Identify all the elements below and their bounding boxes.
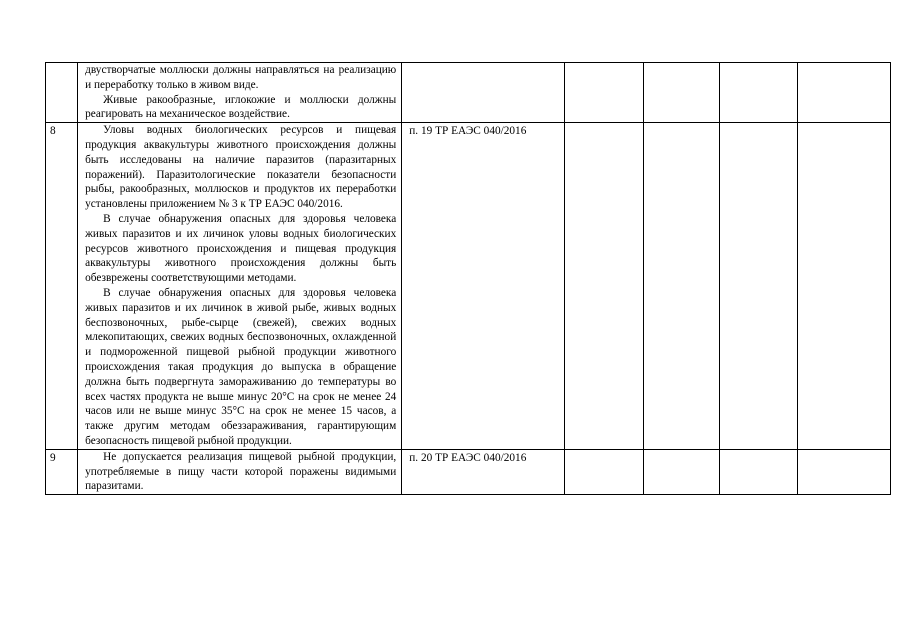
empty-cell xyxy=(564,449,643,494)
row-number: 9 xyxy=(50,451,56,464)
reference-cell xyxy=(402,449,565,494)
table-row xyxy=(46,123,891,450)
requirement-paragraph: В случае обнаружения опасных для здоровья человека живых паразитов и их личинок уловы водных биологических ресурсов животного происхождения и пищевая продукция аквакультуры животного происхождения должны быть обезврежены соответствующими методами. xyxy=(85,212,397,285)
empty-cell xyxy=(644,123,720,450)
empty-cell xyxy=(797,449,890,494)
requirement-paragraph: Не допускается реализация пищевой рыбной продукции, употребляемые в пищу части которой поражены видимыми паразитами. xyxy=(85,450,397,493)
requirement-paragraph: двустворчатые моллюски должны направляться на реализацию и переработку только в живом виде. xyxy=(85,64,397,91)
reference-text xyxy=(402,63,564,64)
empty-cell xyxy=(644,63,720,123)
row-number: 8 xyxy=(50,125,56,138)
row-number-cell xyxy=(46,449,78,494)
empty-cell xyxy=(644,449,720,494)
requirement-cell xyxy=(78,123,402,450)
empty-cell xyxy=(797,63,890,123)
row-number-cell xyxy=(46,123,78,450)
requirements-table xyxy=(45,62,891,495)
requirement-paragraph: Живые ракообразные, иглокожие и моллюски должны реагировать на механическое воздействие. xyxy=(85,93,397,121)
reference-cell xyxy=(402,63,565,123)
row-number xyxy=(46,63,77,64)
empty-cell xyxy=(797,123,890,450)
row-number-cell xyxy=(46,63,78,123)
requirement-cell xyxy=(78,63,402,123)
requirement-paragraph: Уловы водных биологических ресурсов и пищевая продукция аквакультуры животного происхождения должны быть исследованы на наличие паразитов (паразитарных поражений). Паразитологические показатели безопасности рыбы, ракообразных, моллюсков и продуктов их переработки установлены приложением № 3 к ТР ЕАЭС 040/2016. xyxy=(85,124,397,211)
empty-cell xyxy=(720,449,797,494)
empty-cell xyxy=(564,63,643,123)
table-row xyxy=(46,63,891,123)
empty-cell xyxy=(720,63,797,123)
requirement-paragraph: В случае обнаружения опасных для здоровья человека живых паразитов и их личинок в живой рыбе, живых водных беспозвоночных, рыбе-сырце (свежей), свежих водных млекопитающих, свежих водных беспозвоночных, охлажденной и подмороженной пищевой рыбной продукции животного происхождения такая продукция до выпуска в обращение должна быть подвергнута замораживанию до температуры во всех частях продукта не выше минус 20°C на срок не менее 24 часов или не выше минус 35°C на срок не менее 15 часов, а также другим методам обеззараживания, гарантирующим безопасность пищевой рыбной продукции. xyxy=(85,286,397,447)
table-row xyxy=(46,449,891,494)
reference-text: п. 20 ТР ЕАЭС 040/2016 xyxy=(409,451,527,464)
reference-cell xyxy=(402,123,565,450)
empty-cell xyxy=(564,123,643,450)
empty-cell xyxy=(720,123,797,450)
requirement-cell xyxy=(78,449,402,494)
reference-text: п. 19 ТР ЕАЭС 040/2016 xyxy=(409,125,527,138)
